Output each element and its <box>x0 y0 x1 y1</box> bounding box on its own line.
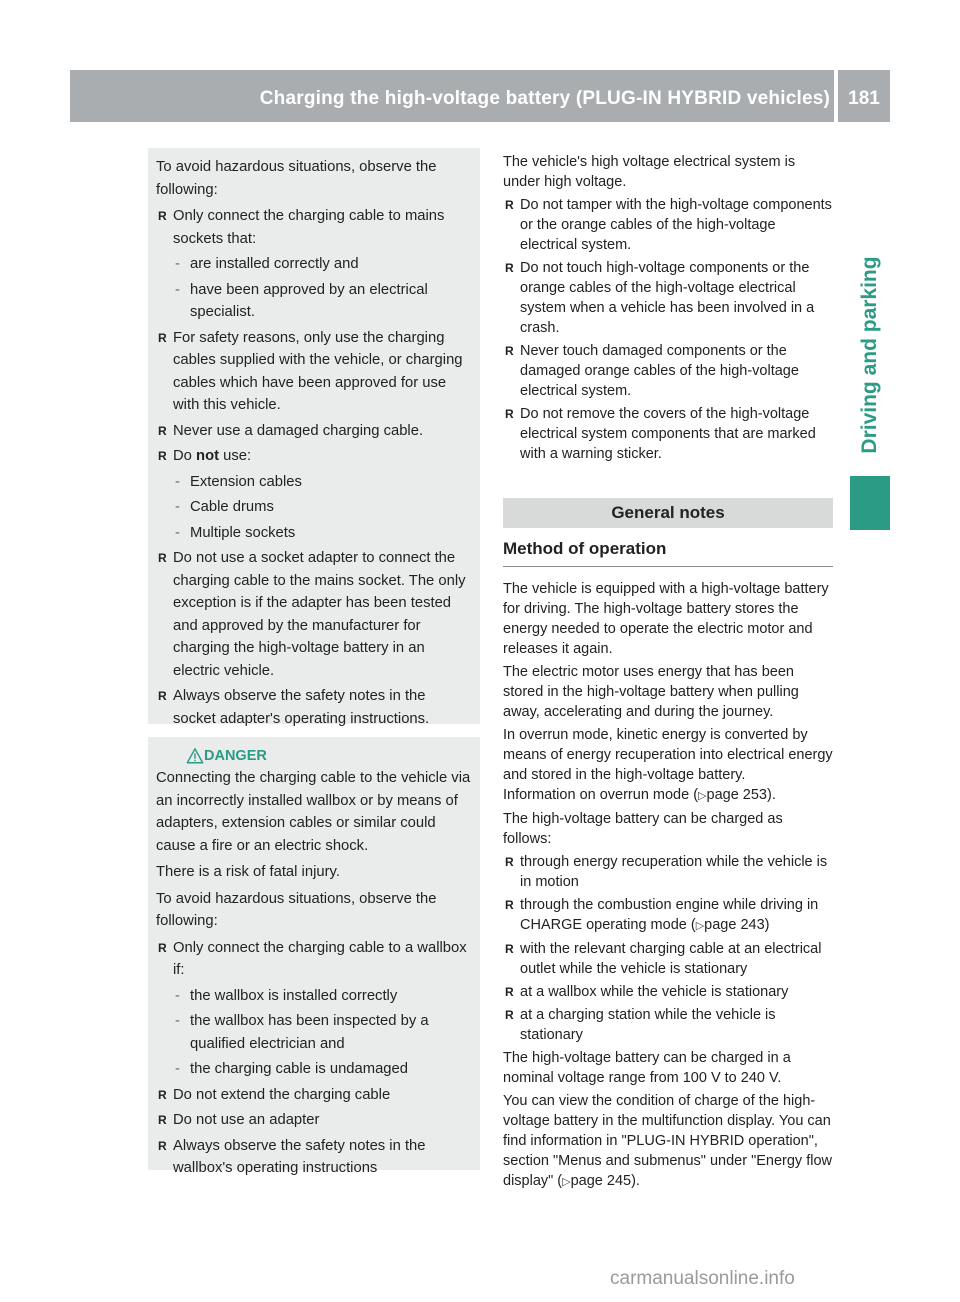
page-ref-arrow-icon: ▷ <box>695 920 705 932</box>
list-item: R through the combustion engine while driving in CHARGE operating mode (▷page 243) <box>505 897 819 933</box>
list-item: R Do not use a socket adapter to connect the charging cable to the mains socket. The only exception is if the adapter has been tested and approved by the manufacturer for charging the high-voltage battery in an electric vehicle. <box>158 550 466 679</box>
side-tab-block <box>850 476 890 530</box>
warning-triangle-icon <box>186 747 204 765</box>
sub-list-item: - have been approved by an electrical specialist. <box>175 281 428 320</box>
side-tab-label: Driving and parking <box>858 256 881 454</box>
list-item: R Do not touch high-voltage components or the orange cables of the high-voltage electrical system when a vehicle has been involved in a crash. <box>505 260 815 336</box>
page-reference-link[interactable]: page 243 <box>704 917 765 933</box>
sub-list-item: - Extension cables <box>175 473 302 490</box>
sub-heading: Method of operation <box>503 536 833 567</box>
sub-list-item: - Multiple sockets <box>175 524 296 541</box>
danger-heading <box>156 745 472 767</box>
list-item: R Always observe the safety notes in the socket adapter's operating instructions. <box>158 688 430 727</box>
danger-box <box>148 737 480 1176</box>
page-reference-link[interactable]: page 253 <box>706 787 767 803</box>
list-item: R Never touch damaged components or the damaged orange cables of the high-voltage electrical system. <box>505 343 799 399</box>
danger-text: There is a risk of fatal injury. <box>156 864 340 880</box>
list-item: R Always observe the safety notes in the wallbox's operating instructions <box>158 1137 426 1176</box>
body-text: The high-voltage battery can be charged in a nominal voltage range from 100 V to 240 V. <box>503 1050 791 1086</box>
list-item: R Only connect the charging cable to mains sockets that: <box>156 205 472 250</box>
list-item: R at a wallbox while the vehicle is stationary <box>505 984 789 1000</box>
list-item: R at a charging station while the vehicle is stationary <box>505 1007 776 1043</box>
list-item: R through energy recuperation while the vehicle is in motion <box>505 854 828 890</box>
list-item: R Do not use an adapter <box>158 1112 320 1128</box>
page-ref-arrow-icon: ▷ <box>698 790 707 802</box>
list-item: R Do not use: <box>158 448 252 464</box>
intro-text: The vehicle's high voltage electrical system is under high voltage. <box>503 154 796 190</box>
page-ref-arrow-icon: ▷ <box>562 1176 571 1188</box>
sub-list-item: - Cable drums <box>175 499 274 515</box>
body-text: The high-voltage battery can be charged as follows: <box>503 811 783 847</box>
right-column <box>503 152 833 1195</box>
body-text: The vehicle is equipped with a high-voltage battery for driving. The high-voltage battery stores the energy needed to operate the electric motor and releases it again. <box>503 581 829 657</box>
page-reference-link[interactable]: page 245 <box>570 1173 632 1189</box>
danger-text: To avoid hazardous situations, observe the following: <box>156 890 437 929</box>
sub-list-item: - are installed correctly and <box>175 256 359 272</box>
danger-text: Connecting the charging cable to the vehicle via an incorrectly installed wallbox or by means of adapters, extension cables or similar could cause a fire or an electric shock. <box>156 770 471 854</box>
sub-list-item: - the wallbox is installed correctly <box>175 987 398 1004</box>
list-item: R Never use a damaged charging cable. <box>158 422 424 439</box>
list-item: R Do not tamper with the high-voltage components or the orange cables of the high-voltage electrical system. <box>505 197 832 253</box>
page-number: 181 <box>848 88 880 109</box>
page-title: Charging the high-voltage battery (PLUG-IN HYBRID vehicles) <box>259 88 830 109</box>
body-text: You can view the condition of charge of the high-voltage battery in the multifunction display. You can find information in "PLUG-IN HYBRID operation", section "Menus and submenus" under "Energy flow display" (▷page 245). <box>503 1093 832 1189</box>
danger-label: DANGER <box>204 748 267 764</box>
body-text: The electric motor uses energy that has been stored in the high-voltage battery when pulling away, accelerating and during the journey. <box>503 664 799 720</box>
sub-list-item: - the wallbox has been inspected by a qualified electrician and <box>175 1013 429 1052</box>
body-text: Information on overrun mode (▷page 253). <box>503 787 776 803</box>
body-text: In overrun mode, kinetic energy is converted by means of energy recuperation into electrical energy and stored in the high-voltage battery. <box>503 727 833 783</box>
list-item: R Do not remove the covers of the high-voltage electrical system components that are marked with a warning sticker. <box>505 406 816 462</box>
safety-box <box>148 148 480 727</box>
list-item: R with the relevant charging cable at an electrical outlet while the vehicle is stationary <box>505 941 822 977</box>
sub-list-item: - the charging cable is undamaged <box>175 1061 408 1077</box>
list-item: R Do not extend the charging cable <box>158 1086 391 1103</box>
intro-text: To avoid hazardous situations, observe the following: <box>156 159 437 198</box>
list-item: R Only connect the charging cable to a wallbox if: <box>158 939 467 978</box>
list-item: R For safety reasons, only use the charging cables supplied with the vehicle, or charging cables which have been approved for use with this vehicle. <box>158 329 463 413</box>
section-heading: General notes <box>503 498 833 528</box>
watermark: carmanualsonline.info <box>610 1268 795 1289</box>
bullet-mark: R <box>158 209 167 223</box>
